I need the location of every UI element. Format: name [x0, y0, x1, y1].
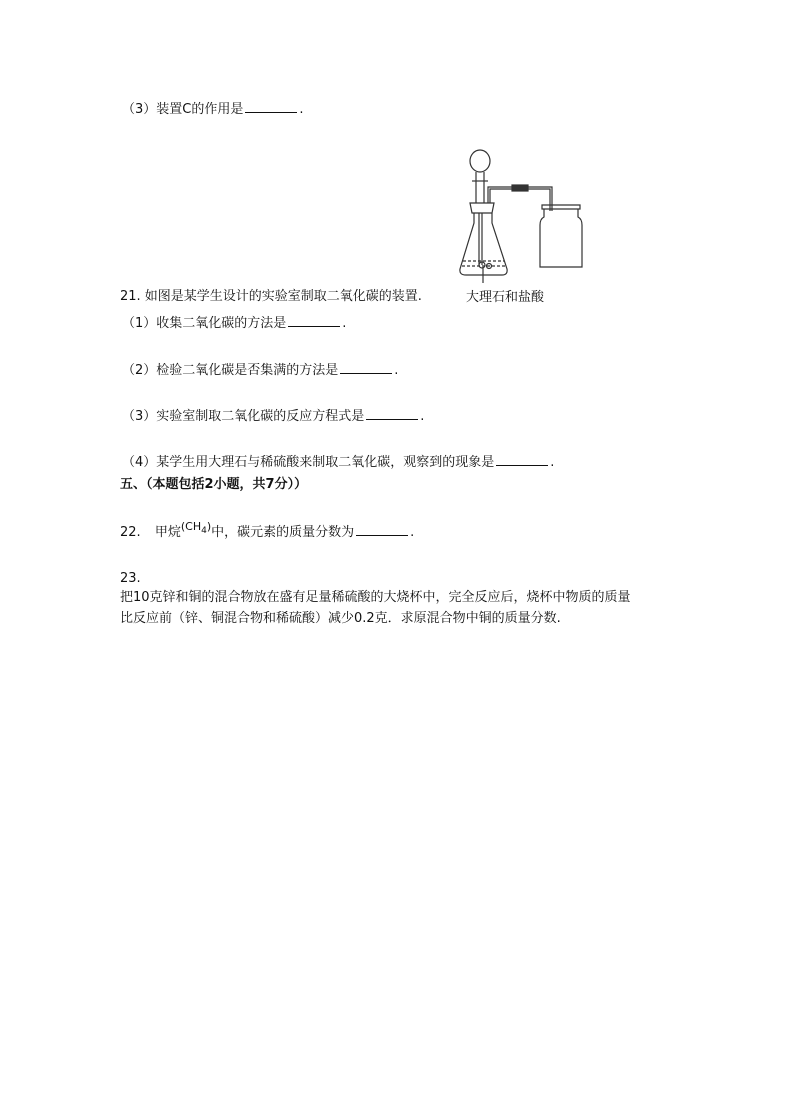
period: .	[550, 455, 555, 470]
q21-part3	[122, 407, 424, 426]
q21-part3-text: （3）实验室制取二氧化碳的反应方程式是	[122, 409, 365, 424]
q23-line1-text: 把10克锌和铜的混合物放在盛有足量稀硫酸的大烧杯中，完全反应后，烧杯中物质的质量	[120, 590, 631, 605]
q22-pre: 甲烷	[154, 525, 181, 540]
formula-sub: 4	[201, 526, 207, 537]
answer-blank[interactable]	[366, 407, 418, 420]
q22-number: 22.	[120, 525, 141, 540]
formula-open: (CH	[180, 520, 202, 533]
period: .	[410, 525, 415, 540]
co2-apparatus-figure	[452, 145, 592, 305]
period: .	[342, 316, 347, 331]
q21-part4-text: （4）某学生用大理石与稀硫酸来制取二氧化碳，观察到的现象是	[122, 455, 495, 470]
period: .	[420, 409, 425, 424]
period: .	[394, 363, 399, 378]
q20-part3	[122, 100, 304, 119]
q21-part1	[122, 314, 346, 333]
q20-part3-text: （3）装置C的作用是	[122, 102, 244, 117]
q21-part1-text: （1）收集二氧化碳的方法是	[122, 316, 287, 331]
formula-close: )	[206, 520, 212, 533]
q23-line1	[120, 589, 631, 607]
figure-label: 大理石和盐酸	[466, 290, 545, 305]
q23-number-text: 23.	[120, 571, 141, 586]
answer-blank[interactable]	[288, 314, 340, 327]
q22-post: 中，碳元素的质量分数为	[211, 525, 355, 540]
answer-blank[interactable]	[340, 361, 392, 374]
section-5-title	[120, 476, 307, 494]
q23-line2-text: 比反应前（锌、铜混合物和稀硫酸）减少0.2克．求原混合物中铜的质量分数.	[120, 611, 561, 626]
answer-blank[interactable]	[496, 453, 548, 466]
q21-part4	[122, 453, 554, 472]
q23-line2	[120, 610, 561, 628]
apparatus-drawing	[460, 150, 582, 283]
q21-part2	[122, 361, 398, 380]
q21-stem	[120, 288, 422, 306]
ch4-formula	[180, 520, 212, 537]
q23-number	[120, 570, 141, 588]
period: .	[299, 102, 304, 117]
answer-blank[interactable]	[245, 100, 297, 113]
q21-part2-text: （2）检验二氧化碳是否集满的方法是	[122, 363, 339, 378]
answer-blank[interactable]	[356, 523, 408, 536]
section-5-title-text: 五、（本题包括2小题，共7分））	[120, 477, 308, 492]
q21-stem-text: 21. 如图是某学生设计的实验室制取二氧化碳的装置.	[120, 289, 422, 304]
q22	[120, 520, 415, 546]
